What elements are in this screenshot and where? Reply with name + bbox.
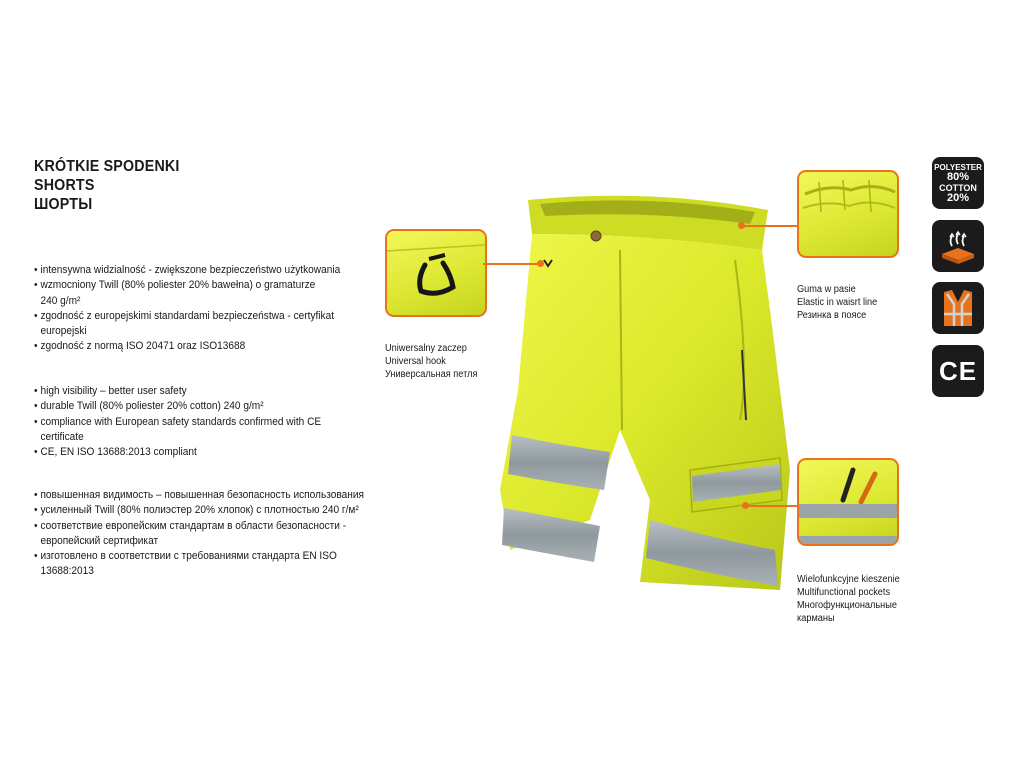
feature-item: • повышенная видимость – повышенная безопасность использования xyxy=(34,488,365,503)
hook-label-en: Universal hook xyxy=(385,356,446,367)
title-pl: KRÓTKIE SPODENKI xyxy=(34,158,180,175)
pockets-label xyxy=(797,573,900,625)
waist-label-ru: Резинка в поясе xyxy=(797,310,867,321)
feature-item: • durable Twill (80% poliester 20% cotton) 240 g/m² xyxy=(34,399,365,414)
waist-label-pl: Guma w pasie xyxy=(797,284,856,295)
features-list-ru xyxy=(34,488,365,580)
feature-item: • соответствие европейским стандартам в области безопасности - xyxy=(34,519,365,534)
hook-detail-image xyxy=(385,229,487,317)
material-line1: POLYESTER xyxy=(934,163,982,172)
hook-label-pl: Uniwersalny zaczep xyxy=(385,343,467,354)
hi-vis-class-number: 1 xyxy=(975,312,981,323)
shorts-product-image xyxy=(500,190,800,600)
waist-label xyxy=(797,283,877,322)
waist-label-en: Elastic in waisrt line xyxy=(797,297,878,308)
material-line3: COTTON xyxy=(939,183,977,193)
hook-pointer-line xyxy=(483,263,539,265)
feature-item: • изготовлено в соответствии с требованиями стандарта EN ISO xyxy=(34,549,365,564)
pockets-label-ru1: Многофункциональные xyxy=(797,600,898,611)
material-line2: 80% xyxy=(946,171,970,183)
feature-item: • intensywna widzialność - zwiększone bezpieczeństwo użytkowania xyxy=(34,263,365,278)
pockets-label-en: Multifunctional pockets xyxy=(797,587,891,598)
material-badge xyxy=(932,157,984,209)
hook-label xyxy=(385,342,477,381)
feature-item-cont: европейский сертификат xyxy=(40,534,159,547)
product-title xyxy=(34,157,180,214)
feature-item: • zgodność z normą ISO 20471 oraz ISO13688 xyxy=(34,339,365,354)
ce-mark-text: CE xyxy=(938,356,978,386)
hook-label-ru: Универсальная петля xyxy=(385,369,478,380)
pockets-label-ru2: карманы xyxy=(797,613,835,624)
feature-item: • wzmocniony Twill (80% poliester 20% bawełna) o gramaturze xyxy=(34,278,365,293)
pockets-pointer-line xyxy=(748,505,798,507)
feature-item-cont: 240 g/m² xyxy=(40,294,81,307)
ce-mark-icon xyxy=(932,345,984,397)
pockets-detail-image xyxy=(797,458,899,546)
features-list-en xyxy=(34,384,365,460)
features-list-pl xyxy=(34,263,365,355)
feature-item: • high visibility – better user safety xyxy=(34,384,365,399)
pockets-label-pl: Wielofunkcyjne kieszenie xyxy=(797,574,900,585)
feature-item: • усиленный Twill (80% полиэстер 20% хлопок) с плотностью 240 г/м² xyxy=(34,503,365,518)
waist-detail-image xyxy=(797,170,899,258)
hi-vis-vest-class-icon xyxy=(932,282,984,334)
breathable-fabric-icon xyxy=(932,220,984,272)
feature-item: • CE, EN ISO 13688:2013 compliant xyxy=(34,445,365,460)
feature-item-cont: 13688:2013 xyxy=(40,565,94,578)
feature-item: • zgodność z europejskimi standardami bezpieczeństwa - certyfikat xyxy=(34,309,365,324)
material-line4: 20% xyxy=(946,192,970,204)
feature-item-cont: certificate xyxy=(40,430,84,443)
waist-pointer-line xyxy=(744,225,798,227)
title-ru: ШОРТЫ xyxy=(34,196,93,213)
feature-item-cont: europejski xyxy=(40,325,87,338)
feature-item: • compliance with European safety standards confirmed with CE xyxy=(34,415,365,430)
title-en: SHORTS xyxy=(34,177,95,194)
